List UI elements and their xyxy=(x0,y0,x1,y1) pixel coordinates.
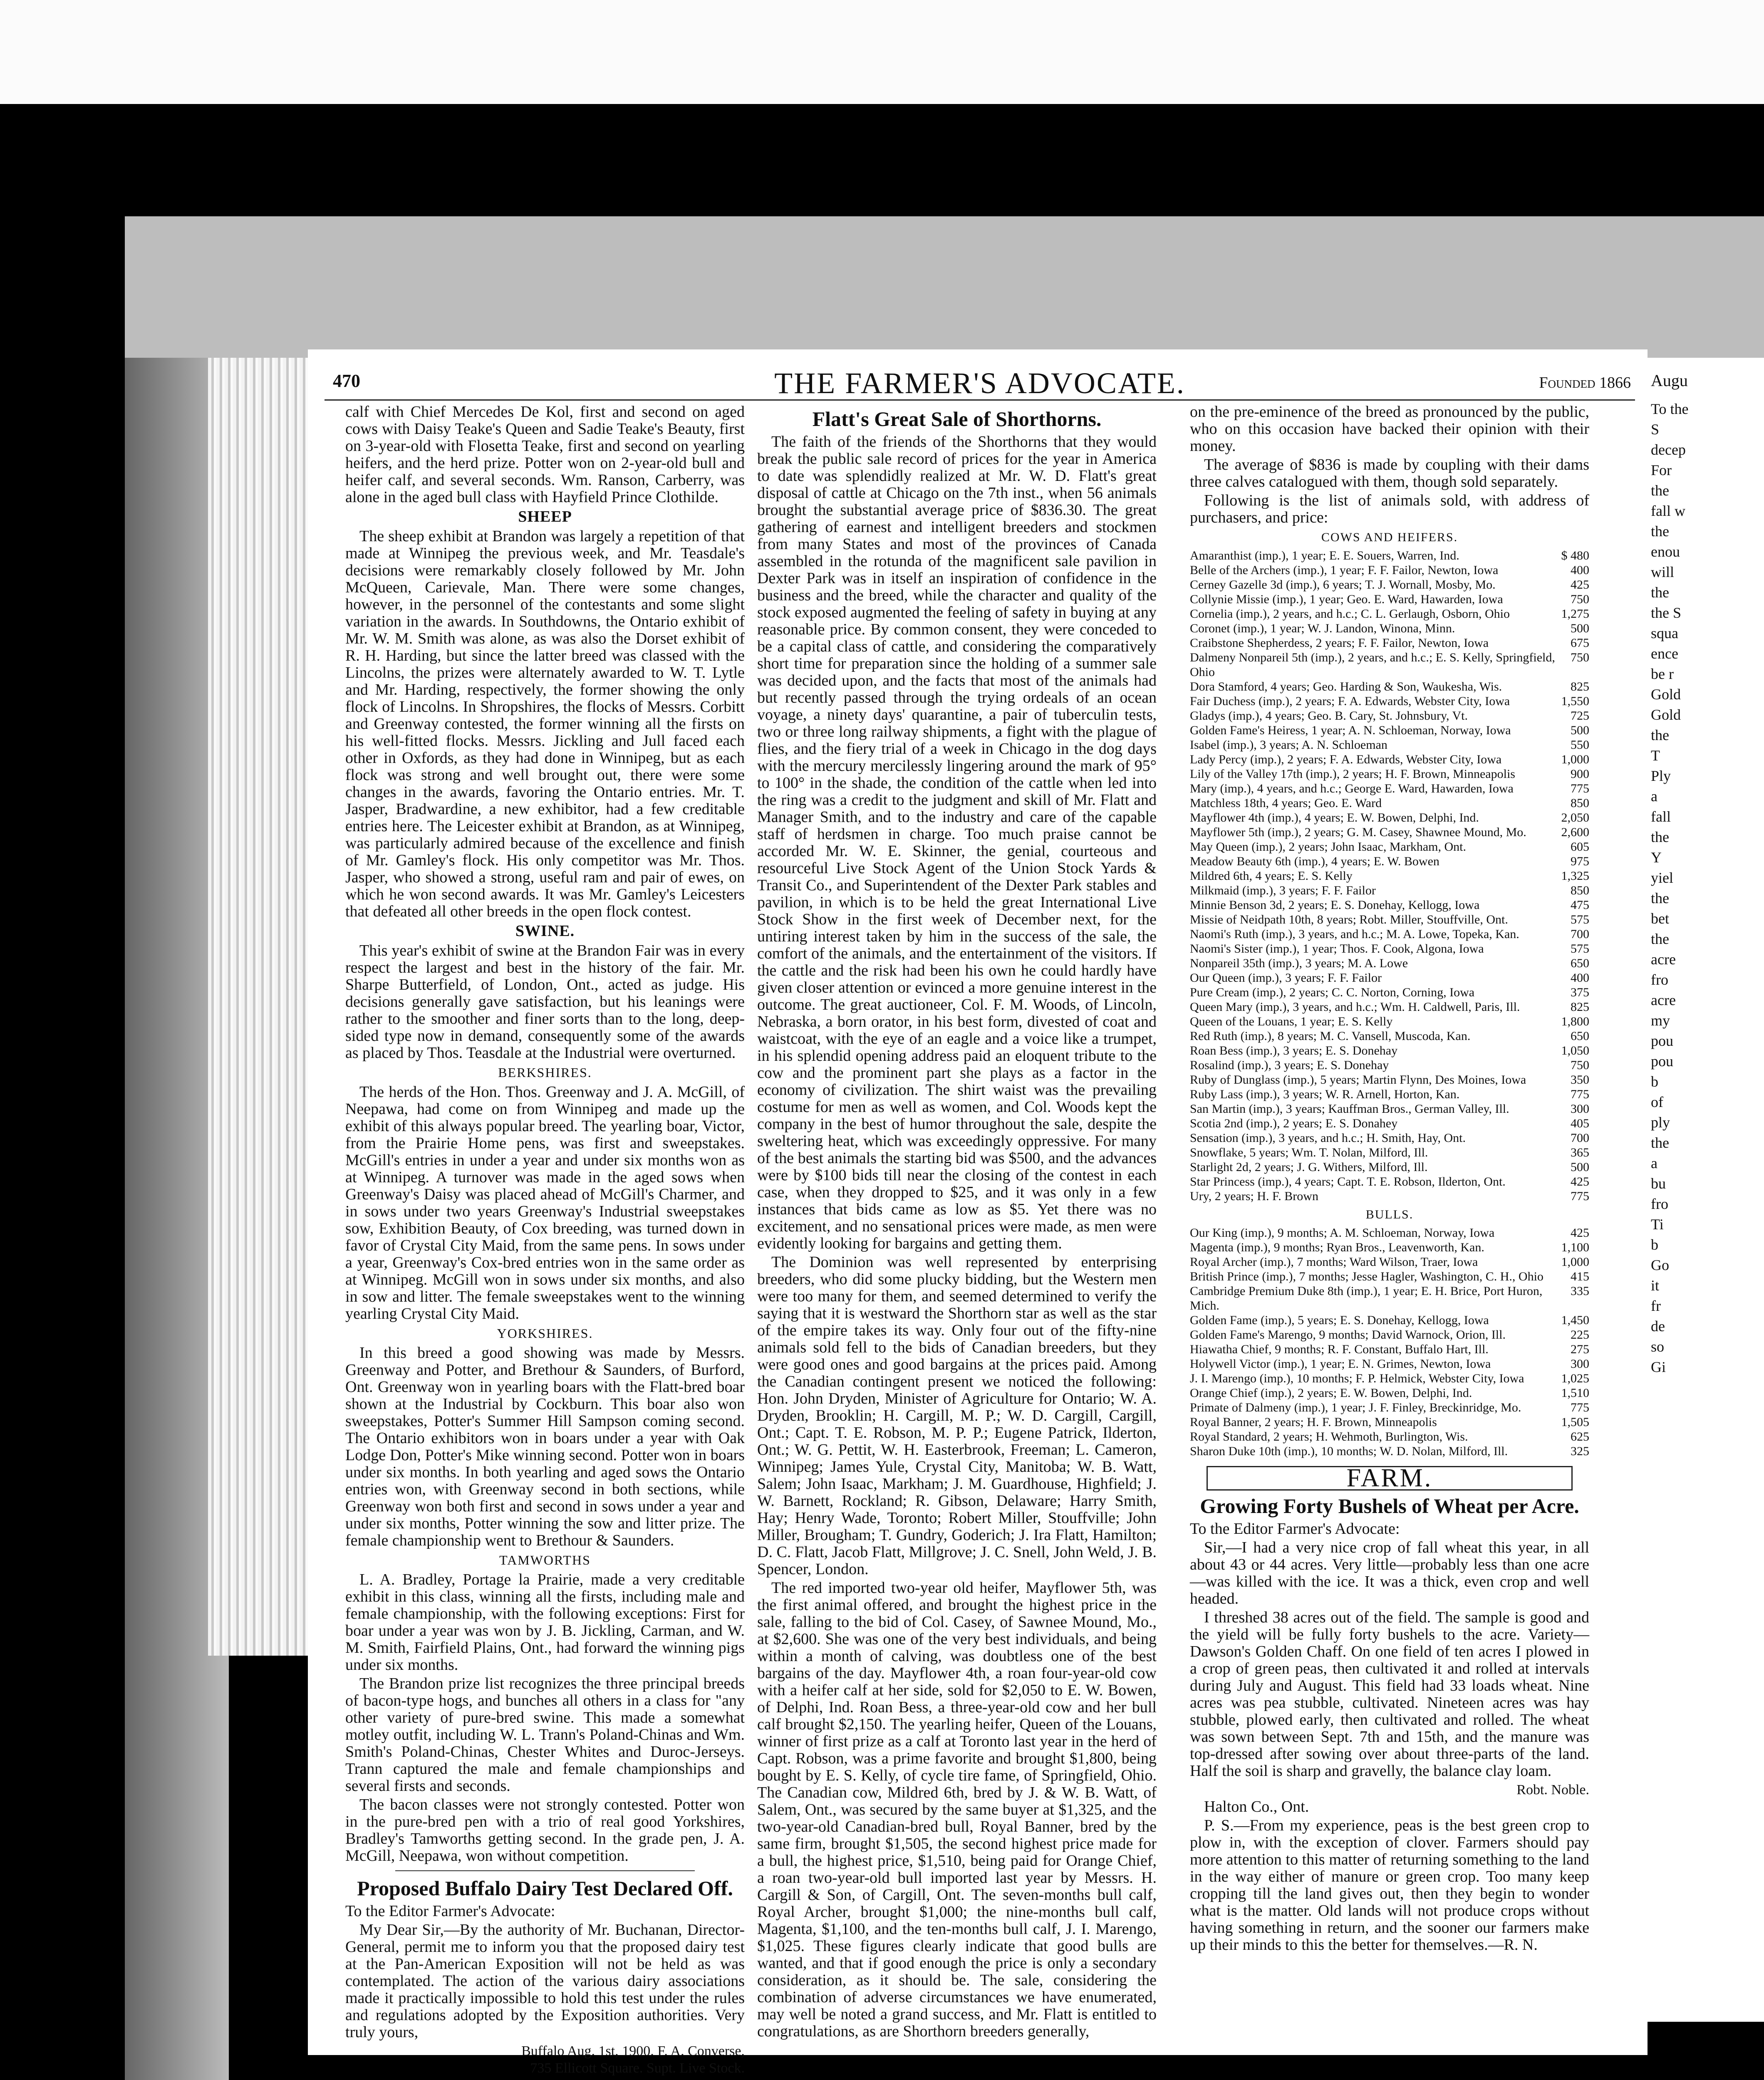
list-item xyxy=(1190,927,1589,941)
list-item-price: 275 xyxy=(1571,1342,1589,1356)
list-item-price: 775 xyxy=(1571,782,1589,795)
list-item xyxy=(1190,898,1589,912)
list-item xyxy=(1190,738,1589,752)
facing-page-line: S xyxy=(1651,421,1660,438)
facing-page-line: the xyxy=(1651,584,1669,601)
list-item-text: Star Princess (imp.), 4 years; Capt. T. E. Robson, Ilderton, Ont. xyxy=(1190,1175,1506,1189)
paragraph: Following is the list of animals sold, with address of purchasers, and price: xyxy=(1190,492,1589,526)
list-item-text: Rosalind (imp.), 3 years; E. S. Donehay xyxy=(1190,1058,1389,1072)
list-item xyxy=(1190,1371,1589,1386)
facing-page-lines xyxy=(1648,399,1764,1377)
facing-page-line: a xyxy=(1651,788,1657,805)
list-item xyxy=(1190,621,1589,636)
list-item xyxy=(1190,1415,1589,1429)
list-item-text: Amaranthist (imp.), 1 year; E. E. Souers, Warren, Ind. xyxy=(1190,549,1459,562)
list-item xyxy=(1190,548,1589,563)
list-item-text: Sensation (imp.), 3 years, and h.c.; H. Smith, Hay, Ont. xyxy=(1190,1131,1466,1145)
list-item xyxy=(1190,985,1589,1000)
list-item xyxy=(1190,810,1589,825)
list-item-price: 775 xyxy=(1571,1087,1589,1101)
cows-list xyxy=(1190,548,1589,1203)
list-item xyxy=(1190,650,1589,679)
list-item-price: 225 xyxy=(1571,1328,1589,1342)
list-item-text: Mayflower 4th (imp.), 4 years; E. W. Bowen, Delphi, Ind. xyxy=(1190,811,1479,825)
paragraph: The Dominion was well represented by enterprising breeders, who did some plucky bidding, but the Western men were too many for them, and seemed determined to verify the saying that it is westward the Shorthorn star as well as the star of the empire takes its way. Only four out of the fifty-nine animals sold fell to the bids of Canadian breeders, but they were good ones and good bargains at the prices paid. Among the Canadian contingent present we noticed the following: Hon. John Dryden, Minister of Agriculture for Ontario; W. A. Dryden, Brooklin; H. Cargill, M. P.; W. D. Cargill, Cargill, Ont.; Capt. T. E. Robson, M. P. P.; Eugene Patrick, Ilderton, Ont.; W. G. Pettit, W. H. Easterbrook, Freeman; L. Cameron, Winnipeg; James Yule, Crystal City, Manitoba; W. B. Watt, Salem; John Isaac, Markham; J. M. Guardhouse, Highfield; J. W. Barnett, Rockland; R. Gibson, Delaware; Harry Smith, Hay; Henry Wade, Toronto; Robert Miller, Stouffville; John Miller, Brougham; T. Gundry, Goderich; J. Ira Flatt, Hamilton; D. C. Flatt, Jacob Flatt, Millgrove; J. C. Snell, John Weld, J. B. Spencer, London. xyxy=(757,1253,1157,1578)
list-item-price: 550 xyxy=(1571,738,1589,752)
list-item-text: Primate of Dalmeny (imp.), 1 year; J. F. Finley, Breckinridge, Mo. xyxy=(1190,1401,1521,1414)
signature-line: Buffalo Aug. 1st, 1900. F. A. Converse, xyxy=(521,2043,745,2059)
list-item-text: Ruby of Dunglass (imp.), 5 years; Martin Flynn, Des Moines, Iowa xyxy=(1190,1073,1526,1087)
paragraph: The red imported two-year old heifer, Mayflower 5th, was the first animal offered, and brought the highest price in the sale, falling to the bid of Col. Casey, of Sawnee Mound, Mo., at $2,600. She was one of the very best individuals, and being within a month of calving, was doubtless one of the best bargains of the day. Mayflower 4th, a roan four-year-old cow with a heifer calf at her side, sold for $2,050 to E. W. Bowen, of Delphi, Ind. Roan Bess, a three-year-old cow and her bull calf brought $2,150. The yearling heifer, Queen of the Louans, winner of first prize as a calf at Toronto last year in the herd of Capt. Robson, was a prime favorite and brought $1,800, being bought by E. S. Kelly, of cycle tire fame, of Springfield, Ohio. The Canadian cow, Mildred 6th, bred by J. & W. B. Watt, of Salem, Ont., was secured by the same buyer at $1,325, and the two-year-old Canadian-bred bull, Royal Banner, bred by the same firm, brought $1,505, the second highest price made for a bull, the highest price, $1,510, being paid for Orange Chief, a roan two-year-old bull imported last year by Messrs. H. Cargill & Son, of Cargill, Ont. The seven-months bull calf, Royal Archer, brought $1,000; the nine-months bull calf, Magenta, $1,100, and the ten-months bull calf, J. I. Marengo, $1,025. These figures clearly indicate that good bulls are wanted, and that if good enough the price is only a secondary consideration, as it should be. The sale, considering the combination of adverse circumstances we have enumerated, may well be noted a grand success, and Mr. Flatt is entitled to congratulations, as are Shorthorn breeders generally, xyxy=(757,1579,1157,2040)
facing-page-line: of xyxy=(1651,1094,1663,1110)
subheading-berkshires: BERKSHIRES. xyxy=(498,1065,592,1080)
list-item-text: Ury, 2 years; H. F. Brown xyxy=(1190,1189,1318,1203)
list-item-text: Naomi's Ruth (imp.), 3 years, and h.c.; M. A. Lowe, Topeka, Kan. xyxy=(1190,927,1519,941)
list-item-price: 605 xyxy=(1571,840,1589,854)
paragraph: Sir,—I had a very nice crop of fall wheat this year, in all about 43 or 44 acres. Very little—probably less than one acre—was killed with the ice. It was a thick, even crop and well headed. xyxy=(1190,1539,1589,1607)
list-item xyxy=(1190,679,1589,694)
list-item-price: 850 xyxy=(1571,884,1589,897)
list-item-price: 375 xyxy=(1571,986,1589,999)
list-item xyxy=(1190,723,1589,738)
list-item-price: 900 xyxy=(1571,767,1589,781)
list-item-price: 650 xyxy=(1571,956,1589,970)
bulls-list xyxy=(1190,1226,1589,1458)
facing-page-line: de xyxy=(1651,1318,1665,1335)
facing-page-line: Gold xyxy=(1651,706,1681,723)
list-item-price: 425 xyxy=(1571,578,1589,592)
list-item-price: 1,505 xyxy=(1561,1415,1589,1429)
signature-line: 735 Ellicott Square. Supt. Live Stock. xyxy=(530,2060,745,2076)
list-item-price: 575 xyxy=(1571,942,1589,956)
list-item-price: 415 xyxy=(1571,1270,1589,1283)
list-item-price: 400 xyxy=(1571,971,1589,985)
list-item-text: Fair Duchess (imp.), 2 years; F. A. Edwards, Webster City, Iowa xyxy=(1190,694,1510,708)
list-item xyxy=(1190,1240,1589,1255)
list-item xyxy=(1190,1072,1589,1087)
list-item-text: Naomi's Sister (imp.), 1 year; Thos. F. Cook, Algona, Iowa xyxy=(1190,942,1484,956)
list-item-text: Belle of the Archers (imp.), 1 year; F. F. Failor, Newton, Iowa xyxy=(1190,563,1499,577)
column-1 xyxy=(345,404,745,2077)
divider xyxy=(395,1870,695,1871)
list-item-price: 500 xyxy=(1571,723,1589,737)
list-item-text: Coronet (imp.), 1 year; W. J. Landon, Winona, Minn. xyxy=(1190,622,1455,635)
masthead-title: THE FARMER'S ADVOCATE. xyxy=(774,366,1185,400)
facing-page-line: fall w xyxy=(1651,503,1685,519)
signature-line: Robt. Noble. xyxy=(1516,1782,1589,1798)
list-item-price: 750 xyxy=(1571,1058,1589,1072)
list-item xyxy=(1190,1116,1589,1131)
paragraph: I threshed 38 acres out of the field. The sample is good and the yield will be fully forty bushels to the acre. Variety—Dawson's Golden Chaff. On one field of ten acres I plowed in a crop of green peas, then cultivated it and rolled at intervals during July and August. This field had 33 loads wheat. Nine acres was pea stubble, cultivated. Nineteen acres was hay stubble, plowed early, then cultivated and rolled. The wheat was sown between Sept. 7th and 15th, and the manure was top-dressed after sowing over about three-parts of the land. Half the soil is sharp and gravelly, the balance clay loam. xyxy=(1190,1609,1589,1780)
list-item-text: Mary (imp.), 4 years, and h.c.; George E. Ward, Hawarden, Iowa xyxy=(1190,782,1514,795)
article-title-wheat: Growing Forty Bushels of Wheat per Acre. xyxy=(1200,1494,1579,1518)
list-item-price: 335 xyxy=(1571,1284,1589,1298)
list-subheading-bulls: BULLS. xyxy=(1365,1208,1414,1221)
section-heading-swine: SWINE. xyxy=(515,922,575,940)
list-item-price: 300 xyxy=(1571,1357,1589,1371)
list-item-text: Queen Mary (imp.), 3 years, and h.c.; Wm. H. Caldwell, Paris, Ill. xyxy=(1190,1000,1520,1014)
list-item-price: 500 xyxy=(1571,622,1589,635)
list-item-text: May Queen (imp.), 2 years; John Isaac, Markham, Ont. xyxy=(1190,840,1466,854)
facing-page-line: yiel xyxy=(1651,869,1673,886)
column-3 xyxy=(1190,404,1589,1955)
list-item-price: 850 xyxy=(1571,796,1589,810)
list-item-text: Cornelia (imp.), 2 years, and h.c.; C. L. Gerlaugh, Osborn, Ohio xyxy=(1190,607,1510,621)
paragraph: The faith of the friends of the Shorthorns that they would break the public sale record of prices for the year in America to date was splendidly realized at Mr. W. D. Flatt's great disposal of cattle at Chicago on the 7th inst., when 56 animals brought the substantial average price of $836.30. The great gathering of earnest and intelligent breeders and stockmen from many States and most of the provinces of Canada assembled in the rotunda of the magnificent sale pavilion in Dexter Park was in itself an inspiration of confidence in the business and the breed, while the character and quality of the stock exposed augmented the feeling of safety in buying at any reasonable price. By common consent, they were conceded to be a capital class of cattle, and considering the comparatively short time for preparation since the holding of a summer sale was decided upon, and the facts that most of the animals had but recently passed through the trying ordeals of an ocean voyage, a ninety days' quarantine, a pair of tuberculin tests, two or three long railway shipments, a fight with the plague of flies, and the fiery trial of a week in Chicago in the dog days with the mercury mercilessly lingering around the mark of 95° to 100° in the shade, the condition of the cattle when led into the ring was a credit to the judgment and skill of Mr. Flatt and Manager Smith, and to the industry and care of the capable staff of herdsmen in charge. Too much praise cannot be accorded Mr. W. E. Skinner, the genial, courteous and resourceful Live Stock Agent of the Union Stock Yards & Transit Co., and Superintendent of the Dexter Park stables and pavilion, in which is to be held the great International Live Stock Show in the first week of December next, for the untiring interest taken by him in the success of the sale, the comfort of the animals, and the entertainment of the visitors. If the cattle and the risk had been his own he could hardly have given closer attention or evinced a more genuine interest in the outcome. The great auctioneer, Col. F. M. Woods, of Lincoln, Nebraska, a born orator, in his best form, divested of coat and waistcoat, with the eye of an eagle and a voice like a trumpet, in his splendid opening address paid an eloquent tribute to the cow and the prominent part she plays as a factor in the economy of civilization. The shirt waist was the prevailing costume for men as well as women, and Col. Woods kept the company in the best of humor throughout the sale, despite the sweltering heat, which was exceedingly oppressive. For many of the best animals the starting bid was $500, and the advances were by $100 bids till near the closing of the contest in each case, when they dropped to $25, and it was only in a few instances that bids came as low as $5. Yet there was no excitement, and no sensational prices were made, as men were evidently looking for bargains and getting them. xyxy=(757,433,1157,1252)
facing-page-line: ply xyxy=(1651,1114,1670,1131)
list-item-text: Gladys (imp.), 4 years; Geo. B. Cary, St. Johnsbury, Vt. xyxy=(1190,709,1468,723)
paragraph: calf with Chief Mercedes De Kol, first and second on aged cows with Daisy Teake's Queen and Sadie Teake's Beauty, first on 3-year-old with Flosetta Teake, first and second on yearling heifers, and the herd prize. Potter won on 2-year-old bull and heifer calf, and several seconds. Wm. Ranson, Carberry, was alone in the aged bull class with Hayfield Prince Clothilde. xyxy=(345,403,745,506)
list-item-price: 400 xyxy=(1571,563,1589,577)
facing-page-line: ence xyxy=(1651,645,1678,662)
list-item-price: 325 xyxy=(1571,1444,1589,1458)
paragraph: My Dear Sir,—By the authority of Mr. Buchanan, Director-General, permit me to inform you that the proposed dairy test at the Pan-American Exposition will not be held as was contemplated. The action of the various dairy associations made it practically impossible to hold this test under the rules and regulations adopted by the Exposition authorities. Very truly yours, xyxy=(345,1921,745,2041)
list-item-price: $ 480 xyxy=(1561,549,1589,562)
list-item xyxy=(1190,1043,1589,1058)
facing-page-line: fro xyxy=(1651,1196,1668,1212)
list-item xyxy=(1190,854,1589,869)
facing-page-line: so xyxy=(1651,1338,1665,1355)
founded-note: Founded 1866 xyxy=(1539,374,1631,391)
list-item xyxy=(1190,796,1589,810)
subheading-tamworths: TAMWORTHS xyxy=(499,1553,591,1567)
list-item-price: 405 xyxy=(1571,1117,1589,1130)
list-item-price: 825 xyxy=(1571,680,1589,693)
list-subheading-cows: COWS AND HEIFERS. xyxy=(1321,530,1458,544)
list-item xyxy=(1190,1000,1589,1014)
list-item xyxy=(1190,1400,1589,1415)
facing-page-line: bu xyxy=(1651,1175,1666,1192)
list-item-price: 775 xyxy=(1571,1401,1589,1414)
list-item-text: British Prince (imp.), 7 months; Jesse Hagler, Washington, C. H., Ohio xyxy=(1190,1270,1544,1283)
list-item-price: 675 xyxy=(1571,636,1589,650)
facing-page-line: Y xyxy=(1651,849,1662,866)
page-number: 470 xyxy=(333,371,360,391)
list-item xyxy=(1190,1357,1589,1371)
list-item-text: Craibstone Shepherdess, 2 years; F. F. Failor, Newton, Iowa xyxy=(1190,636,1489,650)
facing-page-line: Ply xyxy=(1651,768,1671,784)
list-item-text: Dalmeny Nonpareil 5th (imp.), 2 years, and h.c.; E. S. Kelly, Springfield, Ohio xyxy=(1190,651,1555,679)
list-item xyxy=(1190,694,1589,708)
facing-page-line: the xyxy=(1651,1134,1669,1151)
facing-page-line: pou xyxy=(1651,1033,1673,1049)
list-item-price: 1,050 xyxy=(1561,1044,1589,1057)
list-item-text: San Martin (imp.), 3 years; Kauffman Bros., German Valley, Ill. xyxy=(1190,1102,1509,1116)
list-item-text: Royal Archer (imp.), 7 months; Ward Wilson, Traer, Iowa xyxy=(1190,1255,1478,1269)
facing-page-line: acre xyxy=(1651,992,1676,1008)
letter-salutation: To the Editor Farmer's Advocate: xyxy=(1190,1520,1400,1538)
paragraph: In this breed a good showing was made by Messrs. Greenway and Potter, and Brethour & Saunders, of Burford, Ont. Greenway won in yearling boars with the Flatt-bred boar shown at the Industrial by Cockburn. This boar also won sweepstakes, Potter's Summer Hill Sampson coming second. The Ontario exhibitors won in boars under a year with Oak Lodge Don, Potter's Mike winning second. Potter won in boars under six months. In both yearling and aged sows the Ontario entries won, with Greenway second in both sections, while Greenway won both first and second in sows under a year and under six months, Potter winning the sow and litter prize. The female championship went to Brethour & Saunders. xyxy=(345,1344,745,1549)
facing-page-line: a xyxy=(1651,1155,1657,1171)
list-item xyxy=(1190,1174,1589,1189)
list-item-text: Snowflake, 5 years; Wm. T. Nolan, Milford, Ill. xyxy=(1190,1146,1428,1159)
place-line: Halton Co., Ont. xyxy=(1204,1798,1309,1815)
list-item xyxy=(1190,1058,1589,1072)
list-item xyxy=(1190,1255,1589,1269)
facing-page-line: be r xyxy=(1651,666,1674,682)
list-item-text: Our Queen (imp.), 3 years; F. F. Failor xyxy=(1190,971,1382,985)
facing-page-line: pou xyxy=(1651,1053,1673,1070)
list-item-text: Hiawatha Chief, 9 months; R. F. Constant, Buffalo Hart, Ill. xyxy=(1190,1342,1489,1356)
list-item xyxy=(1190,956,1589,971)
list-item xyxy=(1190,1386,1589,1400)
subheading-yorkshires: YORKSHIRES. xyxy=(497,1326,593,1341)
list-item-price: 700 xyxy=(1571,927,1589,941)
list-item-price: 500 xyxy=(1571,1160,1589,1174)
column-2 xyxy=(757,404,1157,2042)
list-item xyxy=(1190,636,1589,650)
list-item-text: Matchless 18th, 4 years; Geo. E. Ward xyxy=(1190,796,1382,810)
list-item-text: Isabel (imp.), 3 years; A. N. Schloeman xyxy=(1190,738,1387,752)
list-item xyxy=(1190,971,1589,985)
list-item xyxy=(1190,1160,1589,1174)
list-item xyxy=(1190,1087,1589,1102)
list-item xyxy=(1190,1145,1589,1160)
list-item-text: Cerney Gazelle 3d (imp.), 6 years; T. J. Wornall, Mosby, Mo. xyxy=(1190,578,1496,592)
list-item xyxy=(1190,708,1589,723)
newspaper-page xyxy=(308,349,1648,2076)
list-item xyxy=(1190,912,1589,927)
list-item-price: 1,100 xyxy=(1561,1241,1589,1254)
list-item xyxy=(1190,1269,1589,1284)
list-item-text: J. I. Marengo (imp.), 10 months; F. P. Helmick, Webster City, Iowa xyxy=(1190,1372,1524,1385)
facing-page-line: Go xyxy=(1651,1257,1669,1273)
list-item-price: 425 xyxy=(1571,1175,1589,1189)
facing-page-fragment xyxy=(1648,358,1764,2022)
list-item-price: 750 xyxy=(1571,592,1589,606)
list-item xyxy=(1190,825,1589,839)
scan-top-margin xyxy=(0,0,1764,104)
list-item-text: Nonpareil 35th (imp.), 3 years; M. A. Lowe xyxy=(1190,956,1408,970)
paragraph: The Brandon prize list recognizes the three principal breeds of bacon-type hogs, and bunches all others in a class for "any other variety of pure-bred swine. This made a somewhat motley outfit, including W. L. Trann's Poland-Chinas and Wm. Smith's Poland-Chinas, Chester Whites and Duroc-Jerseys. Trann captured the male and female championships and several firsts and seconds. xyxy=(345,1675,745,1795)
facing-page-line: Ti xyxy=(1651,1216,1664,1233)
list-item-price: 700 xyxy=(1571,1131,1589,1145)
facing-page-line: T xyxy=(1651,747,1660,764)
list-item xyxy=(1190,869,1589,883)
list-item-text: Pure Cream (imp.), 2 years; C. C. Norton, Corning, Iowa xyxy=(1190,986,1475,999)
list-item xyxy=(1190,1327,1589,1342)
facing-page-line: it xyxy=(1651,1277,1660,1294)
letter-salutation: To the Editor Farmer's Advocate: xyxy=(345,1902,555,1920)
list-item-price: 725 xyxy=(1571,709,1589,723)
facing-page-line: For xyxy=(1651,462,1672,478)
list-item xyxy=(1190,1029,1589,1043)
facing-page-line: acre xyxy=(1651,951,1676,968)
facing-page-line: b xyxy=(1651,1073,1658,1090)
list-item-text: Sharon Duke 10th (imp.), 10 months; W. D. Nolan, Milford, Ill. xyxy=(1190,1444,1508,1458)
list-item-text: Ruby Lass (imp.), 3 years; W. R. Arnell, Horton, Kan. xyxy=(1190,1087,1460,1101)
list-item xyxy=(1190,1189,1589,1203)
facing-page-line: the xyxy=(1651,931,1669,947)
facing-page-line: the xyxy=(1651,727,1669,743)
list-item xyxy=(1190,1102,1589,1116)
list-item-text: Golden Fame's Heiress, 1 year; A. N. Schloeman, Norway, Iowa xyxy=(1190,723,1511,737)
list-item-price: 1,450 xyxy=(1561,1313,1589,1327)
list-item-text: Orange Chief (imp.), 2 years; E. W. Bowen, Delphi, Ind. xyxy=(1190,1386,1472,1400)
paragraph: P. S.—From my experience, peas is the best green crop to plow in, with the exception of clover. Farmers should pay more attention to this matter of returning something to the land in the way either of manure or green crop. Too many keep cropping till the land gives out, then they begin to wonder what is the matter. Old lands will not produce crops without having something in return, and the sooner our farmers make up their minds to this the better for themselves.—R. N. xyxy=(1190,1817,1589,1954)
facing-page-line: the xyxy=(1651,523,1669,540)
paragraph: on the pre-eminence of the breed as pronounced by the public, who on this occasion have backed their opinion with their money. xyxy=(1190,403,1589,455)
facing-page-line: fall xyxy=(1651,808,1671,825)
facing-page-line: enou xyxy=(1651,543,1680,560)
facing-page-line: the xyxy=(1651,482,1669,499)
facing-page-line: decep xyxy=(1651,441,1686,458)
list-item xyxy=(1190,1342,1589,1357)
facing-page-line: bet xyxy=(1651,910,1669,927)
list-item-price: 475 xyxy=(1571,898,1589,912)
facing-page-header: Augu xyxy=(1651,371,1688,390)
list-item xyxy=(1190,1284,1589,1313)
list-item-price: 1,550 xyxy=(1561,694,1589,708)
list-item-price: 1,800 xyxy=(1561,1015,1589,1028)
facing-page-line: will xyxy=(1651,564,1675,580)
list-item-text: Lady Percy (imp.), 2 years; F. A. Edwards, Webster City, Iowa xyxy=(1190,753,1502,766)
list-item-text: Magenta (imp.), 9 months; Ryan Bros., Leavenworth, Kan. xyxy=(1190,1241,1484,1254)
paragraph: The herds of the Hon. Thos. Greenway and J. A. McGill, of Neepawa, had come on from Winnipeg and made up the exhibit of this always popular breed. The yearling boar, Victor, from the Prairie Home pens, was first and sweepstakes. McGill's entries in under a year and under six months won as at Winnipeg. A turnover was made in the aged sows when Greenway's Daisy was placed ahead of McGill's Charmer, and in sows under two years Greenway's Industrial sweepstakes sow, Exhibition Beauty, of Cox breeding, was turned down in favor of Crystal City Maid, from the same pens. In sows under a year, Greenway's Cox-bred entries won in the same order as at Winnipeg. McGill won in sows under six months, and also in sow and litter. The female sweepstakes went to the winning yearling Crystal City Maid. xyxy=(345,1083,745,1322)
list-item-price: 1,325 xyxy=(1561,869,1589,883)
list-item-text: Golden Fame (imp.), 5 years; E. S. Donehay, Kellogg, Iowa xyxy=(1190,1313,1489,1327)
list-item-text: Mildred 6th, 4 years; E. S. Kelly xyxy=(1190,869,1353,883)
facing-page-line: the xyxy=(1651,890,1669,906)
page-header xyxy=(325,362,1635,401)
paragraph: The sheep exhibit at Brandon was largely a repetition of that made at Winnipeg the previous week, and Mr. Teasdale's decisions were remarkably closely followed by Mr. John McQueen, Carievale, Man. There were some changes, however, in the personnel of the contestants and some slight variation in the awards. In Southdowns, the Ontario exhibit of Mr. W. M. Smith was alone, as was also the Dorset exhibit of R. H. Harding, but since the latter breed was classed with the Lincolns, the prizes were alternately awarded to W. T. Lytle and Mr. Harding, respectively, the former showing the only flock of Lincolns. In Shropshires, the flocks of Messrs. Corbitt and Greenway contested, the former winning all the firsts on his well-fitted flocks. Messrs. Jickling and Jull faced each other in Oxfords, as they had done in Winnipeg, but as each flock was strong and well brought out, there were some changes in the awards, favoring the Ontario entries. Mr. T. Jasper, Bradwardine, a new exhibitor, had a few creditable entries here. The Leicester exhibit at Brandon, as at Winnipeg, was particularly admired because of the excellence and finish of Mr. Gamley's flock. His only competitor was Mr. Thos. Jasper, who showed a strong, useful ram and pair of ewes, on which he won second awards. It was Mr. Gamley's Leicesters that defeated all other breeds in the open flock contest. xyxy=(345,527,745,920)
list-item xyxy=(1190,1131,1589,1145)
list-item xyxy=(1190,1429,1589,1444)
paragraph: The average of $836 is made by coupling with their dams three calves catalogued with them, though sold separately. xyxy=(1190,456,1589,490)
list-item-price: 2,600 xyxy=(1561,825,1589,839)
list-item-text: Cambridge Premium Duke 8th (imp.), 1 year; E. H. Brice, Port Huron, Mich. xyxy=(1190,1284,1543,1312)
list-item xyxy=(1190,767,1589,781)
paragraph: This year's exhibit of swine at the Brandon Fair was in every respect the largest and best in the history of the fair. Mr. Sharpe Butterfield, of London, Ont., acted as judge. His decisions generally gave satisfaction, but his leanings were rather to the smoother and finer sorts than to the long, deep-sided type now in demand, consequently some of the awards as placed by Thos. Teasdale at the Industrial were overturned. xyxy=(345,942,745,1062)
list-item xyxy=(1190,752,1589,767)
facing-page-line: To the xyxy=(1651,401,1689,417)
list-item xyxy=(1190,1444,1589,1458)
list-item-text: Golden Fame's Marengo, 9 months; David Warnock, Orion, Ill. xyxy=(1190,1328,1506,1342)
list-item-text: Royal Banner, 2 years; H. F. Brown, Minneapolis xyxy=(1190,1415,1437,1429)
list-item xyxy=(1190,839,1589,854)
list-item-price: 425 xyxy=(1571,1226,1589,1240)
scan-background xyxy=(125,216,1764,366)
list-item xyxy=(1190,577,1589,592)
list-item-text: Milkmaid (imp.), 3 years; F. F. Failor xyxy=(1190,884,1376,897)
list-item-text: Lily of the Valley 17th (imp.), 2 years; H. F. Brown, Minneapolis xyxy=(1190,767,1515,781)
list-item-price: 1,510 xyxy=(1561,1386,1589,1400)
list-item-text: Our King (imp.), 9 months; A. M. Schloeman, Norway, Iowa xyxy=(1190,1226,1495,1240)
facing-page-line: squa xyxy=(1651,625,1678,641)
list-item-price: 350 xyxy=(1571,1073,1589,1087)
list-item xyxy=(1190,563,1589,577)
list-item xyxy=(1190,941,1589,956)
facing-page-line: fr xyxy=(1651,1298,1661,1314)
list-item-price: 625 xyxy=(1571,1430,1589,1444)
article-title-flatt-sale: Flatt's Great Sale of Shorthorns. xyxy=(812,407,1102,431)
list-item xyxy=(1190,607,1589,621)
facing-page-line: the xyxy=(1651,829,1669,845)
list-item-price: 825 xyxy=(1571,1000,1589,1014)
article-title-buffalo: Proposed Buffalo Dairy Test Declared Off. xyxy=(357,1877,733,1900)
facing-page-line: Gold xyxy=(1651,686,1681,703)
list-item xyxy=(1190,1226,1589,1240)
facing-page-line: my xyxy=(1651,1012,1670,1029)
list-item xyxy=(1190,781,1589,796)
list-item-text: Minnie Benson 3d, 2 years; E. S. Donehay, Kellogg, Iowa xyxy=(1190,898,1480,912)
book-page-edges xyxy=(208,358,317,1656)
sale-list xyxy=(1190,529,1589,1458)
paragraph: The bacon classes were not strongly contested. Potter won in the pure-bred pen with a trio of real good Yorkshires, Bradley's Tamworths getting second. In the grade pen, J. A. McGill, Neepawa, won without competition. xyxy=(345,1796,745,1865)
list-item xyxy=(1190,1313,1589,1327)
facing-page-line: Gi xyxy=(1651,1359,1666,1375)
facing-page-line: b xyxy=(1651,1236,1658,1253)
facing-page-line: the S xyxy=(1651,604,1682,621)
list-item-price: 2,050 xyxy=(1561,811,1589,825)
list-item xyxy=(1190,592,1589,607)
list-item-price: 775 xyxy=(1571,1189,1589,1203)
paragraph: L. A. Bradley, Portage la Prairie, made a very creditable exhibit in this class, winning all the firsts, including male and female championship, with the following exceptions: First for boar under a year was won by J. B. Jickling, Carman, and W. M. Smith, Fairfield Plains, Ont., had forward the winning pigs under six months. xyxy=(345,1571,745,1674)
list-item-text: Meadow Beauty 6th (imp.), 4 years; E. W. Bowen xyxy=(1190,854,1439,868)
list-item-price: 650 xyxy=(1571,1029,1589,1043)
list-item-text: Royal Standard, 2 years; H. Wehmoth, Burlington, Wis. xyxy=(1190,1430,1468,1444)
list-item-price: 575 xyxy=(1571,913,1589,926)
list-item-price: 750 xyxy=(1571,651,1589,664)
list-item-price: 975 xyxy=(1571,854,1589,868)
list-item xyxy=(1190,883,1589,898)
list-item-text: Roan Bess (imp.), 3 years; E. S. Donehay xyxy=(1190,1044,1398,1057)
list-item-price: 1,025 xyxy=(1561,1372,1589,1385)
facing-page-line: fro xyxy=(1651,971,1668,988)
list-item-text: Scotia 2nd (imp.), 2 years; E. S. Donahey xyxy=(1190,1117,1398,1130)
list-item-text: Dora Stamford, 4 years; Geo. Harding & Son, Waukesha, Wis. xyxy=(1190,680,1502,693)
list-item-price: 365 xyxy=(1571,1146,1589,1159)
list-item-price: 300 xyxy=(1571,1102,1589,1116)
list-item-text: Collynie Missie (imp.), 1 year; Geo. E. Ward, Hawarden, Iowa xyxy=(1190,592,1503,606)
list-item-price: 1,000 xyxy=(1561,753,1589,766)
list-item xyxy=(1190,1014,1589,1029)
list-item-price: 1,000 xyxy=(1561,1255,1589,1269)
list-item-text: Mayflower 5th (imp.), 2 years; G. M. Casey, Shawnee Mound, Mo. xyxy=(1190,825,1526,839)
list-item-text: Queen of the Louans, 1 year; E. S. Kelly xyxy=(1190,1015,1393,1028)
list-item-text: Holywell Victor (imp.), 1 year; E. N. Grimes, Newton, Iowa xyxy=(1190,1357,1491,1371)
list-item-text: Missie of Neidpath 10th, 8 years; Robt. Miller, Stouffville, Ont. xyxy=(1190,913,1508,926)
list-item-text: Red Ruth (imp.), 8 years; M. C. Vansell, Muscoda, Kan. xyxy=(1190,1029,1471,1043)
list-item-text: Starlight 2d, 2 years; J. G. Withers, Milford, Ill. xyxy=(1190,1160,1428,1174)
farm-section-banner: FARM. xyxy=(1207,1466,1573,1491)
section-heading-sheep: SHEEP xyxy=(518,508,572,525)
list-item-price: 1,275 xyxy=(1561,607,1589,621)
